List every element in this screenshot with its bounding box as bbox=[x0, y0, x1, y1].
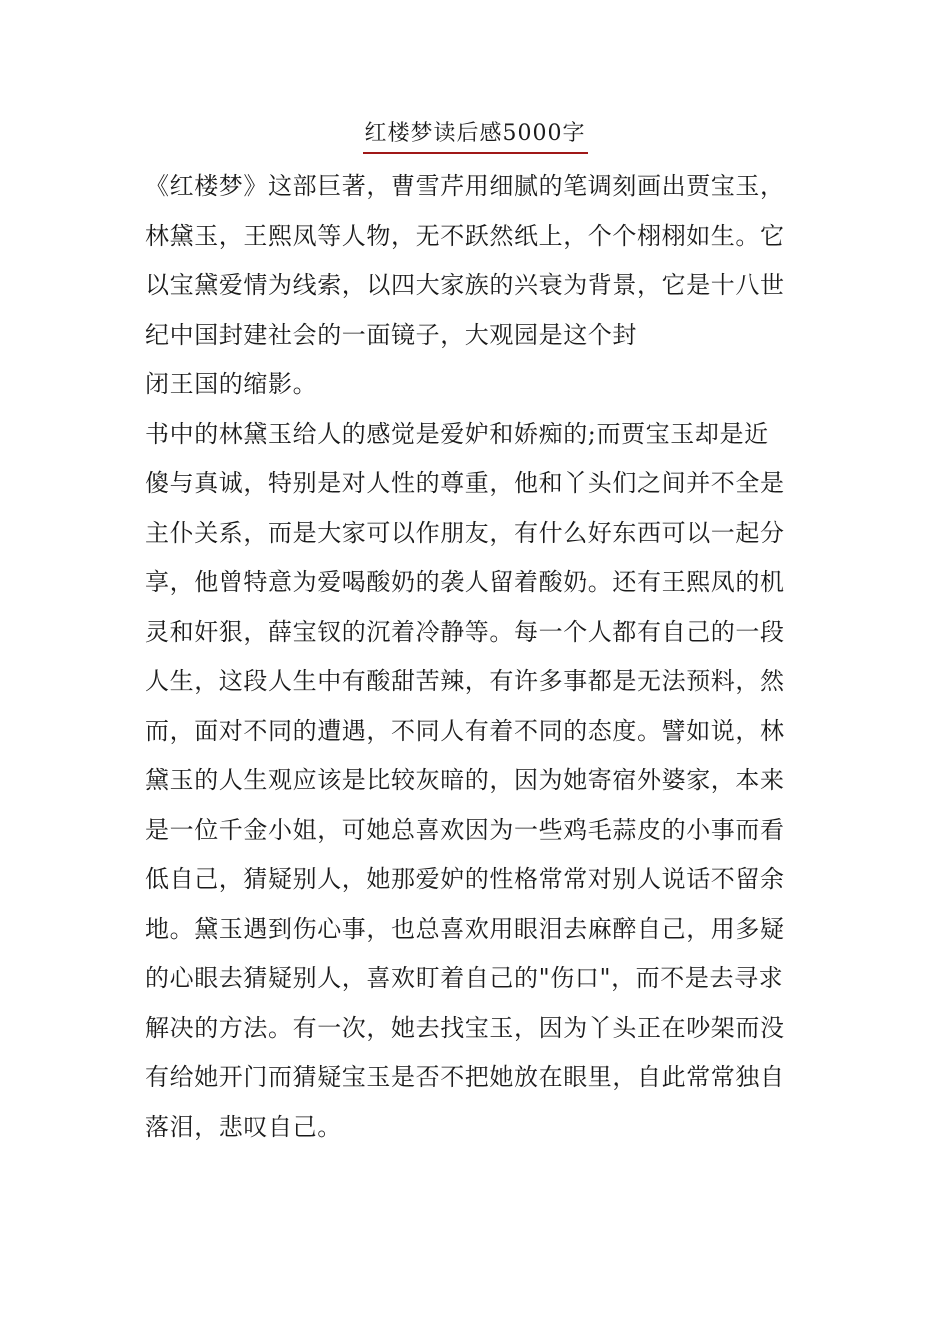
title-container bbox=[0, 118, 950, 154]
body-line: 的心眼去猜疑别人，喜欢盯着自己的"伤口"，而不是去寻求 bbox=[145, 964, 784, 992]
body-line: 黛玉的人生观应该是比较灰暗的，因为她寄宿外婆家，本来 bbox=[145, 766, 785, 794]
body-line: 解决的方法。有一次，她去找宝玉，因为丫头正在吵架而没 bbox=[145, 1013, 785, 1042]
body-line: 享，他曾特意为爱喝酸奶的袭人留着酸奶。还有王熙凤的机 bbox=[145, 568, 785, 596]
body-line: 《红楼梦》这部巨著，曹雪芹用细腻的笔调刻画出贾宝玉， bbox=[145, 172, 785, 200]
body-line: 闭王国的缩影。 bbox=[145, 370, 318, 398]
body-line: 林黛玉，王熙凤等人物，无不跃然纸上，个个栩栩如生。它 bbox=[145, 221, 785, 250]
body-line: 而，面对不同的遭遇，不同人有着不同的态度。譬如说，林 bbox=[145, 716, 785, 745]
body-line: 以宝黛爱情为线索，以四大家族的兴衰为背景，它是十八世 bbox=[145, 271, 785, 299]
body-line: 主仆关系，而是大家可以作朋友，有什么好东西可以一起分 bbox=[145, 518, 785, 547]
document-body bbox=[145, 162, 817, 1152]
body-line: 灵和奸狠，薛宝钗的沉着冷静等。每一个人都有自己的一段 bbox=[145, 617, 785, 646]
body-line: 有给她开门而猜疑宝玉是否不把她放在眼里，自此常常独自 bbox=[145, 1063, 785, 1091]
body-line: 傻与真诚，特别是对人性的尊重，他和丫头们之间并不全是 bbox=[145, 469, 785, 497]
body-line: 是一位千金小姐，可她总喜欢因为一些鸡毛蒜皮的小事而看 bbox=[145, 815, 785, 844]
body-line: 人生，这段人生中有酸甜苦辣，有许多事都是无法预料，然 bbox=[145, 667, 785, 695]
body-line: 低自己，猜疑别人，她那爱妒的性格常常对别人说话不留余 bbox=[145, 865, 785, 893]
body-line: 书中的林黛玉给人的感觉是爱妒和娇痴的;而贾宝玉却是近 bbox=[145, 419, 769, 448]
body-line: 落泪，悲叹自己。 bbox=[145, 1112, 342, 1141]
document-title: 红楼梦读后感5000字 bbox=[363, 118, 588, 154]
body-line: 地。黛玉遇到伤心事，也总喜欢用眼泪去麻醉自己，用多疑 bbox=[145, 914, 785, 943]
body-line: 纪中国封建社会的一面镜子，大观园是这个封 bbox=[145, 320, 637, 349]
